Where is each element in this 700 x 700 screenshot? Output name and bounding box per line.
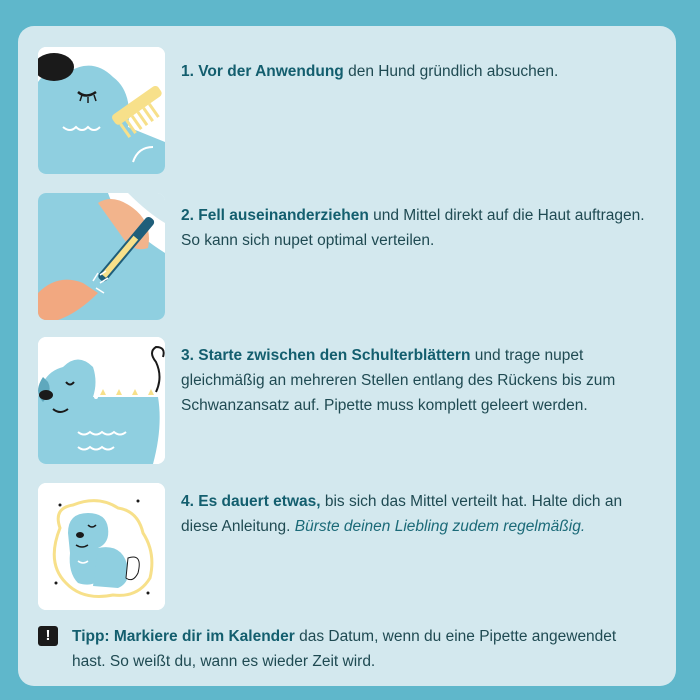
instructions-card — [18, 26, 676, 686]
step-1 — [38, 47, 658, 174]
step-3-body: und trage nupet gleichmäßig an mehreren Stellen entlang des Rückens bis zum Schwanzansatz auf. Pipette muss komplett geleert werden. — [181, 347, 616, 414]
dog-back-drops-illustration — [38, 337, 165, 464]
exclamation-icon: ! — [38, 626, 58, 646]
sitting-dog-image — [38, 483, 165, 610]
step-2 — [38, 193, 658, 320]
hand-applying-pipette-illustration — [38, 193, 165, 320]
tip-body: das Datum, wenn du eine Pipette angewendet hast. So weißt du, wann es wieder Zeit wird. — [72, 628, 617, 670]
step-3-text — [181, 343, 663, 418]
step-3 — [38, 337, 658, 464]
dog-comb-illustration — [38, 47, 165, 174]
step-4 — [38, 483, 658, 610]
sitting-dog-illustration — [38, 483, 165, 610]
tip-text — [72, 624, 652, 674]
dog-comb-image — [38, 47, 165, 174]
step-1-body: den Hund gründlich absuchen. — [343, 63, 559, 80]
step-4-heading: 4. Es dauert etwas, — [181, 493, 321, 510]
step-2-heading: 2. Fell auseinanderziehen — [181, 207, 369, 224]
step-3-heading: 3. Starte zwischen den Schulterblättern — [181, 347, 471, 364]
step-2-text — [181, 203, 663, 253]
step-4-italic-note: Bürste deinen Liebling zudem regelmäßig. — [294, 518, 586, 535]
tip-heading: Tipp: Markiere dir im Kalender — [72, 628, 295, 645]
step-4-text — [181, 489, 663, 539]
pipette-application-image — [38, 193, 165, 320]
step-1-heading: 1. Vor der Anwendung — [181, 63, 344, 80]
step-2-body: und Mittel direkt auf die Haut auftragen. So kann sich nupet optimal verteilen. — [181, 207, 645, 249]
dog-back-image — [38, 337, 165, 464]
step-1-text — [181, 59, 663, 84]
step-4-body: bis sich das Mittel verteilt hat. Halte dich an diese Anleitung. — [181, 493, 623, 535]
